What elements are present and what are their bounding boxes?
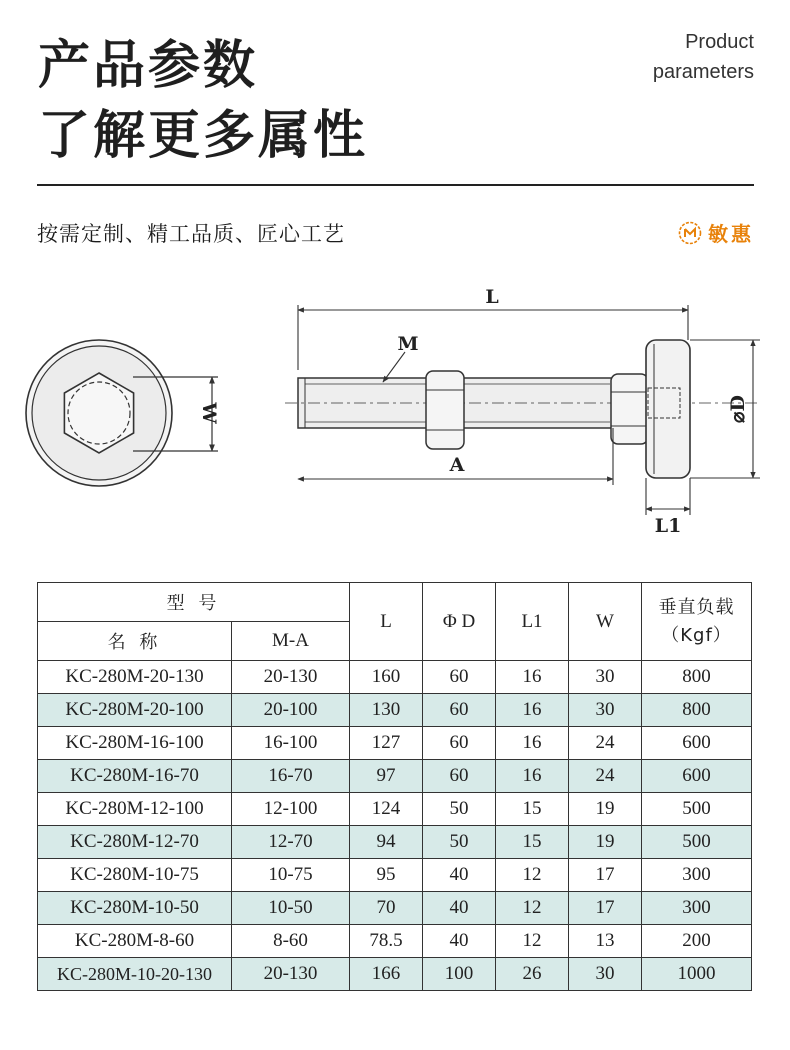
cell-l1: 16 xyxy=(496,661,569,694)
header-w: W xyxy=(569,583,642,661)
end-view xyxy=(26,340,218,486)
dim-label-l1: L1 xyxy=(654,515,682,537)
cell-l: 160 xyxy=(350,661,423,694)
cell-load: 200 xyxy=(642,925,752,958)
cell-w: 13 xyxy=(569,925,642,958)
cell-name: KC-280M-12-70 xyxy=(38,826,232,859)
table-row xyxy=(38,826,752,859)
header-model: 型 号 xyxy=(38,583,350,622)
cell-d: 50 xyxy=(423,826,496,859)
cell-load: 300 xyxy=(642,892,752,925)
cell-ma: 20-100 xyxy=(232,694,350,727)
cell-d: 60 xyxy=(423,760,496,793)
header-divider xyxy=(37,184,754,186)
english-subtitle-line-2: parameters xyxy=(652,61,754,83)
cell-l1: 12 xyxy=(496,892,569,925)
cell-d: 60 xyxy=(423,661,496,694)
cell-l: 97 xyxy=(350,760,423,793)
cell-l1: 16 xyxy=(496,727,569,760)
dim-label-w: W xyxy=(198,402,220,424)
side-view xyxy=(285,305,760,515)
cell-l1: 15 xyxy=(496,793,569,826)
cell-l: 166 xyxy=(350,958,423,991)
header-l1: L1 xyxy=(496,583,569,661)
cell-w: 30 xyxy=(569,958,642,991)
header-load xyxy=(642,583,752,661)
table-row xyxy=(38,760,752,793)
cell-ma: 8-60 xyxy=(232,925,350,958)
cell-w: 30 xyxy=(569,661,642,694)
cell-load: 600 xyxy=(642,727,752,760)
header-name: 名 称 xyxy=(38,622,232,661)
cell-l: 95 xyxy=(350,859,423,892)
brand-logo-icon xyxy=(678,221,702,245)
cell-d: 60 xyxy=(423,727,496,760)
cell-name: KC-280M-20-130 xyxy=(38,661,232,694)
cell-d: 40 xyxy=(423,892,496,925)
cell-d: 40 xyxy=(423,859,496,892)
cell-name: KC-280M-20-100 xyxy=(38,694,232,727)
technical-drawing xyxy=(0,270,790,560)
cell-name: KC-280M-10-50 xyxy=(38,892,232,925)
dim-label-a: A xyxy=(449,454,465,476)
cell-l: 124 xyxy=(350,793,423,826)
cell-load: 600 xyxy=(642,760,752,793)
cell-name: KC-280M-10-20-130 xyxy=(38,958,232,991)
cell-ma: 10-50 xyxy=(232,892,350,925)
cell-l: 94 xyxy=(350,826,423,859)
dim-label-d: ⌀D xyxy=(727,395,749,423)
cell-l1: 16 xyxy=(496,760,569,793)
cell-l: 78.5 xyxy=(350,925,423,958)
cell-name: KC-280M-16-70 xyxy=(38,760,232,793)
cell-w: 24 xyxy=(569,760,642,793)
dim-label-l: L xyxy=(485,286,499,308)
cell-w: 17 xyxy=(569,859,642,892)
brand-name: 敏惠 xyxy=(708,222,754,246)
table-row xyxy=(38,958,752,991)
cell-name: KC-280M-10-75 xyxy=(38,859,232,892)
cell-l: 130 xyxy=(350,694,423,727)
cell-name: KC-280M-16-100 xyxy=(38,727,232,760)
table-row xyxy=(38,859,752,892)
page-title-line-2: 了解更多属性 xyxy=(38,106,369,166)
cell-d: 100 xyxy=(423,958,496,991)
cell-ma: 20-130 xyxy=(232,661,350,694)
cell-load: 800 xyxy=(642,661,752,694)
table-row xyxy=(38,727,752,760)
english-subtitle-line-1: Product xyxy=(685,31,754,53)
slogan-text: 按需定制、精工品质、匠心工艺 xyxy=(37,222,345,246)
table-row xyxy=(38,661,752,694)
cell-load: 300 xyxy=(642,859,752,892)
cell-ma: 16-100 xyxy=(232,727,350,760)
cell-name: KC-280M-8-60 xyxy=(38,925,232,958)
header-load-line-2: （Kgf） xyxy=(661,624,732,646)
cell-w: 30 xyxy=(569,694,642,727)
cell-l1: 15 xyxy=(496,826,569,859)
cell-ma: 16-70 xyxy=(232,760,350,793)
cell-l1: 12 xyxy=(496,925,569,958)
cell-name: KC-280M-12-100 xyxy=(38,793,232,826)
table-row xyxy=(38,694,752,727)
cell-l1: 12 xyxy=(496,859,569,892)
cell-load: 800 xyxy=(642,694,752,727)
table-header-row xyxy=(38,583,752,622)
brand-logo xyxy=(678,218,754,247)
cell-load: 1000 xyxy=(642,958,752,991)
header-l: L xyxy=(350,583,423,661)
cell-d: 60 xyxy=(423,694,496,727)
cell-ma: 12-100 xyxy=(232,793,350,826)
table-row xyxy=(38,892,752,925)
cell-l: 127 xyxy=(350,727,423,760)
cell-l1: 16 xyxy=(496,694,569,727)
parameter-table xyxy=(37,582,752,991)
cell-w: 24 xyxy=(569,727,642,760)
page-title-line-1: 产品参数 xyxy=(38,36,259,96)
cell-load: 500 xyxy=(642,793,752,826)
cell-w: 19 xyxy=(569,826,642,859)
table-row xyxy=(38,793,752,826)
cell-d: 50 xyxy=(423,793,496,826)
cell-w: 19 xyxy=(569,793,642,826)
cell-ma: 20-130 xyxy=(232,958,350,991)
cell-w: 17 xyxy=(569,892,642,925)
table-row xyxy=(38,925,752,958)
header-load-line-1: 垂直负载 xyxy=(658,596,735,618)
cell-ma: 10-75 xyxy=(232,859,350,892)
header-d: Φ D xyxy=(423,583,496,661)
dim-label-m: M xyxy=(397,333,419,355)
cell-ma: 12-70 xyxy=(232,826,350,859)
cell-l: 70 xyxy=(350,892,423,925)
cell-load: 500 xyxy=(642,826,752,859)
cell-d: 40 xyxy=(423,925,496,958)
cell-l1: 26 xyxy=(496,958,569,991)
header-ma: M-A xyxy=(232,622,350,661)
